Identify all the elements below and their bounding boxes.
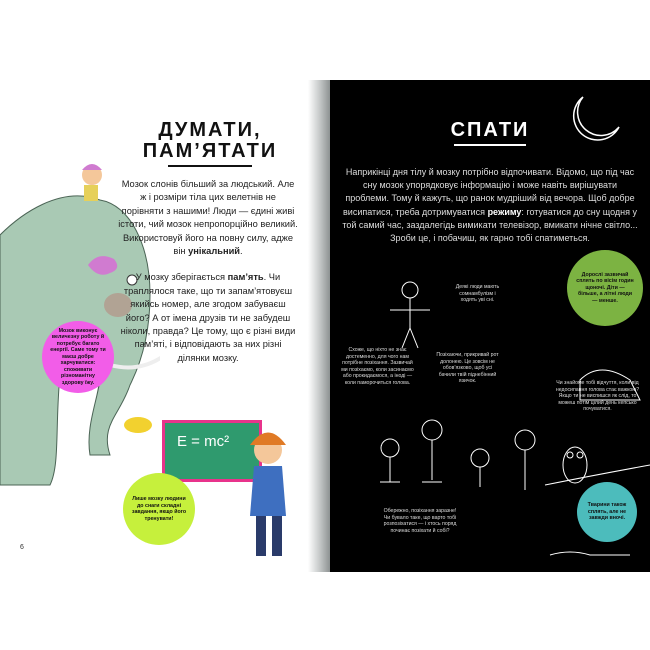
right-para-rest: : готуватися до сну щодня у той самий час, заздалегідь вимикати телевізор, вмикати нічне світло... Зроби це, і побачиш, як гарно тобі спатиметься. <box>342 206 638 244</box>
note-heavy-head: Чи знайоме тобі відчуття, коли від недосипання голова стає важкою? Якщо ти не виспишся як слід, то можеш потім цілий день кепсько почуватися. <box>555 380 640 413</box>
para1-end: . <box>240 246 243 257</box>
page-number: 6 <box>20 544 24 551</box>
lime-fact-bubble: Лише мозку людини до снаги складні завдання, якщо його тренувати! <box>123 473 195 545</box>
left-page-title: ДУМАТИ, ПАМ’ЯТАТИ <box>140 120 280 167</box>
note-sleepwalk: Деякі люди мають сомнамбулізм і ходять уві сні. <box>455 284 500 304</box>
right-para-bold: режиму <box>487 206 522 217</box>
right-body-text <box>340 166 640 245</box>
green-fact-bubble: Дорослі зазвичай сплять по вісім годин щоночі. Діти — більше, а літні люди — менше. <box>567 250 643 326</box>
right-page <box>330 80 650 572</box>
note-cover-mouth: Позіхаючи, прикривай рот долонею. Це зовсім не обов’язково, щоб усі бачили твій піднебінний язичок. <box>436 352 499 385</box>
moon-icon <box>568 92 628 142</box>
board-formula: E = mc² <box>177 433 230 450</box>
right-para-text: Наприкінці дня тілу й мозку потрібно відпочивати. Відомо, що під час сну мозок упорядковує інформацію і може навіть вирішувати проблеми. Тому й кажуть, що ранок мудріший від вечора. Щоб добре висипатися, треба дотримуватися <box>343 167 635 217</box>
boy-illustration <box>240 430 300 570</box>
pink-fact-bubble: Мозок виконує величезну роботу й потребує багато енергії. Саме тому ти маєш добре харчуватися: споживати різноманітну здорову їжу. <box>42 321 114 393</box>
teal-fact-bubble: Тварини також сплять, але не завжди вночі. <box>577 482 637 542</box>
para1-bold: унікальний <box>188 246 240 257</box>
para2-rest: . Чи траплялося таке, що ти запам’ятовуєш якийсь номер, але згодом забуваєш його? А от імена друзів ти не забудеш ніколи, правда? Це тому, що є різні види пам’яті, і відповідають за них різні ділянки мозку. <box>120 272 296 363</box>
book-gutter <box>308 80 330 572</box>
para2-text: У мозку зберігається <box>135 272 228 283</box>
note-yawn: Схоже, що ніхто не знає достеменно, для чого нам потрібне позіхання. Зазвичай ми позіхаємо, коли засинаємо або прокидаємося, а іноді — коли паморочиться голова. <box>341 347 414 386</box>
para2-bold: пам’ять <box>227 272 264 283</box>
left-body-text <box>118 178 298 365</box>
note-contagious: Обережно, позіхання заразне! Чи бувало таке, що варто тобі розпозіхатися — і хтось поряд починає позіхати й собі? <box>383 508 457 534</box>
right-page-title: СПАТИ <box>430 120 550 146</box>
book-spread <box>0 80 650 572</box>
para1-text: Мозок слонів більший за людський. Але ж і розміри тіла цих велетнів не порівняти з нашими! Люди — єдині живі істоти, чий мозок непропорційно великий. Використовуй його на повну силу, адже він <box>118 179 298 257</box>
left-page <box>0 80 318 572</box>
